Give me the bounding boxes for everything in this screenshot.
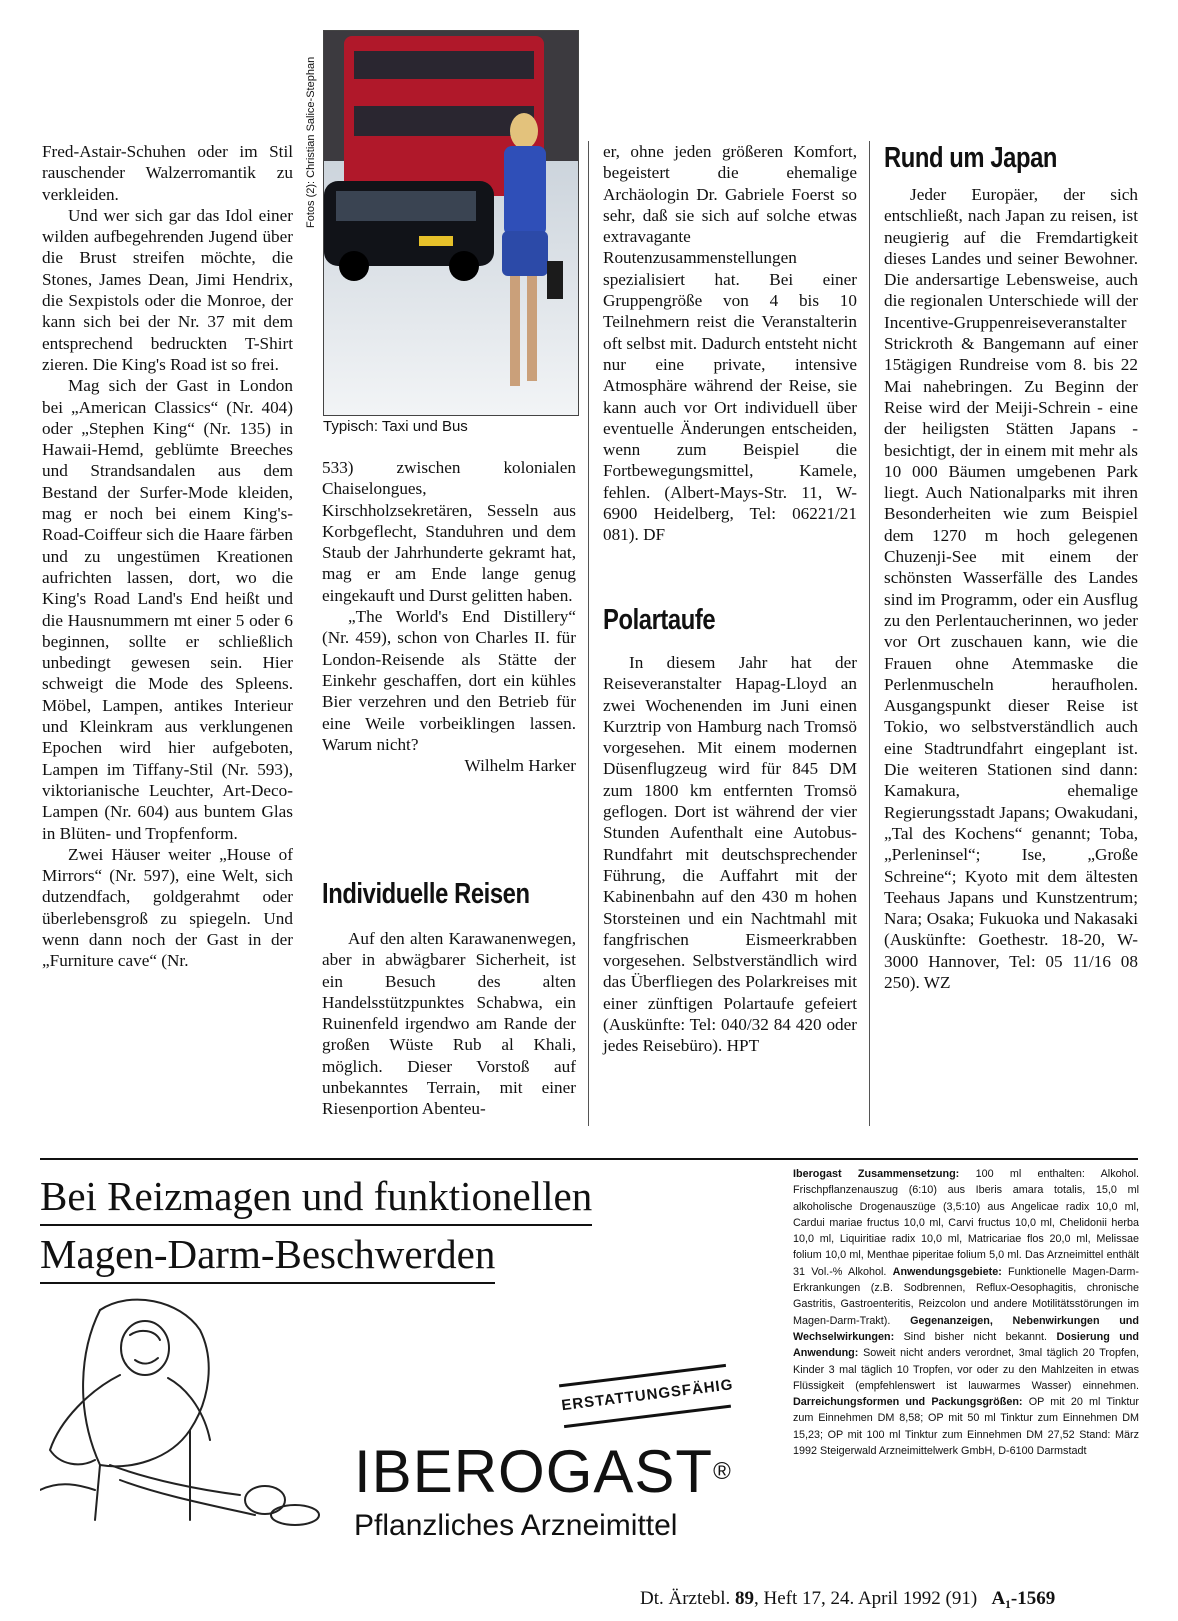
info-text: Funktionelle Magen-Darm-Erkrankungen (z.B. Sodbrennen, Reflux-Oesophagitis, chronische Gastritis, Gastroenteritis, Reizcolon und andere Motilitätsstörungen im Magen-Darm-Trakt). <box>793 1265 1140 1327</box>
manufacturer: Steigerwald Arzneimittelwerk GmbH, D-6100 Darmstadt <box>820 1445 1087 1458</box>
journal-volume: 89 <box>734 1588 754 1609</box>
paragraph: 533) zwischen kolonialen Chaiselongues, Kirschholzsekretären, Sesseln aus Korbgeflecht, Standuhren und dem Staub der Jahrhunderte gekramt hat, mag er am Ende lange genug eingekauft und Durst gelitten haben. <box>322 458 576 605</box>
paragraph: Zwei Häuser weiter „House of Mirrors“ (Nr. 597), eine Welt, sich dutzendfach, goldgerahmt oder überlebensgroß zu spiegeln. Und wenn dann noch der Gast in der „Furniture cave“ (Nr. <box>42 844 293 971</box>
column-4 <box>884 184 1138 993</box>
paragraph: Und wer sich gar das Idol einer wilden aufbegehrenden Jugend über die Brust streifen möchte, die Stones, James Dean, Jimi Hendrix, die Sexpistols oder die Monroe, der kann sich bei der Nr. 37 mit dem entsprechend bedruckten T-Shirt zieren. Die King's Road ist so frei. <box>42 205 293 374</box>
info-label: Dosierung und Anwendung: <box>793 1330 1140 1360</box>
ad-headline-1: Bei Reizmagen und funktionellen <box>40 1168 592 1226</box>
info-label: Zusammensetzung: <box>857 1168 960 1180</box>
ad-separator <box>40 1158 1138 1160</box>
heading-polartaufe: Polartaufe <box>603 604 716 636</box>
column-3 <box>603 141 857 546</box>
photo-credit: Fotos (2): Christian Salice-Stephan <box>305 56 317 228</box>
info-text: Sind bisher nicht bekannt. <box>903 1330 1048 1343</box>
paragraph: In diesem Jahr hat der Reiseveranstalter Hapag-Lloyd an zwei Wochenenden im Juni einen Kurztrip von Hamburg nach Tromsö vorgesehen. Mit einem modernen Düsenflugzeug wird für 845 DM zum 1800 km entfernten Tromsö geflogen. Dort ist während der vier Stunden Aufenthalt eine Autobus-Rundfahrt mit deutschsprechender Führung, die Auffahrt mit der Kabinenbahn auf den 430 m hohen Storsteinen und ein Nachtmahl mit fangfrischen Eismeerkrabben vorgesehen. Selbstverständlich wird das Überfliegen des Polarkreises mit einer zünftigen Polartaufe gefeiert (Auskünfte: Tel: 040/32 84 420 oder jedes Reisebüro). HPT <box>603 653 857 1056</box>
author-signature: Wilhelm Harker <box>464 756 576 776</box>
column-3-section <box>603 652 857 1057</box>
registered-mark: ® <box>713 1458 732 1485</box>
info-text: OP mit 20 ml Tinktur zum Einnehmen DM 8,58; OP mit 50 ml Tinktur zum Einnehmen DM 15,23; OP mit 100 ml Tinktur zum Einnehmen DM 27,52 Stand: März 1992 <box>793 1396 1139 1458</box>
heading-rund-um-japan: Rund um Japan <box>884 142 1058 174</box>
info-label: Gegenanzeigen, Nebenwirkungen und Wechselwirkungen: <box>793 1314 1139 1343</box>
journal-name: Dt. Ärztebl. <box>640 1588 731 1609</box>
resting-man-illustration <box>40 1290 330 1530</box>
paragraph: Fred-Astair-Schuhen oder im Stil rauschender Walzerromantik zu verkleiden. <box>42 142 293 204</box>
reimbursable-stamp: ERSTATTUNGSFÄHIG <box>559 1364 731 1428</box>
page-footer <box>640 1588 1055 1610</box>
page-number: A₁-1569 <box>991 1588 1056 1609</box>
photo-caption: Typisch: Taxi und Bus <box>323 418 468 435</box>
ad-headline-2: Magen-Darm-Beschwerden <box>40 1226 495 1284</box>
info-label: Anwendungsgebiete: <box>892 1265 1002 1278</box>
info-text: Soweit nicht anders verordnet, 3mal täglich 20 Tropfen, Kinder 3 mal täglich 10 Tropfen, vor oder zu den Mahlzeiten in etwas Flüssigkeit (empfehlenswert ist lauwarmes Wasser) einnehmen. <box>793 1347 1140 1392</box>
taxi-bus-photo <box>323 30 579 416</box>
info-text: 100 ml enthalten: Alkohol. Frischpflanzenauszug (6:10) aus Iberis amara totalis, 15,0 ml alkoholische Drogenauszüge (3,5:10) aus Angelicae radix 10,0 ml, Cardui mariae fructus 10,0 ml, Carvi fructus 10,0 ml, Chelidonii herba 10,0 ml, Liquiritiae radix 10,0 ml, Matricariae flos 20,0 ml, Melissae folium 10,0 ml, Menthae piperitae folium 5,0 ml. Das Arzneimittel enthält 31 Vol.-% Alkohol. <box>793 1168 1140 1278</box>
paragraph: „The World's End Distillery“ (Nr. 459), schon von Charles II. für London-Reisende als Stätte der Einkehr geschaffen, dort ein kühles Bier verzehren und den Betrieb für eine Weile vorbeiklingen lassen. Warum nicht? <box>322 607 576 754</box>
info-brand: Iberogast <box>793 1168 842 1180</box>
column-divider <box>869 141 870 1126</box>
paragraph: Mag sich der Gast in London bei „American Classics“ (Nr. 404) oder „Stephen King“ (Nr. 135) in Hawaii-Hemd, geblümte Breeches und Strandsandalen aus dem Bestand der Surfer-Mode kleiden, mag er noch bei einem King's-Road-Coiffeur sich die Haare färben und zu ungestümen Kreationen aufrichten lassen, dort, wo die King's Road Land's End heißt und die Hausnummern mt einer 5 oder 6 beginnen, sollte er schließlich unbedingt gewesen sein. Hier schweigt die Mode des Spleens. Möbel, Lampen, antikes Interieur und Kleinkram aus verklungenen Epochen wird hier aufgeboten, Lampen im Tiffany-Stil (Nr. 593), viktorianische Leuchter, Art-Deco-Lampen (Nr. 604) aus buntem Glas in Blüten- und Tropfenform. <box>42 376 293 843</box>
column-2-section <box>322 928 576 1120</box>
paragraph: Jeder Europäer, der sich entschließt, nach Japan zu reisen, ist neugierig auf die Fremdartigkeit dieses Landes und seiner Bewohner. Die andersartige Lebensweise, auch die regionalen Unterschiede will der Incentive-Gruppenreiseveranstalter Strickroth & Bangemann auf einer 15tägigen Rundreise vom 8. bis 22 Mai nahebringen. Zu Beginn der Reise wird der Meiji-Schrein - eine der heiligsten Stätten Japans - besichtigt, der in einem mit mehr als 10 000 Bäumen umgebenen Park liegt. Auch Nationalparks mit ihren Besonderheiten wie zum Beispiel dem 1270 m hoch gelegenen Chuzenji-See mit einem der schönsten Wasserfälle des Landes sind im Programm, oder ein Ausflug zu den Perlentaucherinnen, wo jeder vor Ort zuschauen kann, wie die Frauen ohne Atemmaske die Perlenmuscheln heraufholen. Ausgangspunkt dieser Reise ist Tokio, wo selbstverständlich auch eine Stadtrundfahrt eingeplant ist. Die weiteren Stationen sind dann: Kamakura, ehemalige Regierungsstadt Japans; Owakudani, „Tal des Kochens“ genannt; Toba, „Perleninsel“; Ise, „Große Schreine“; Kyoto mit dem ältesten Teehaus Japans und Kunstzentrum; Nara; Osaka; Fukuoka und Nakasaki (Auskünfte: Goethestr. 18-20, W-3000 Hannover, Tel: 05 11/16 08 250). WZ <box>884 185 1138 992</box>
heading-individuelle-reisen: Individuelle Reisen <box>322 878 530 910</box>
column-1 <box>42 141 293 972</box>
paragraph: Auf den alten Karawanenwegen, aber in abwägbarer Sicherheit, ist ein Besuch des alten Handelsstützpunktes Schabwa, ein Ruinenfeld irgendwo am Rande der großen Wüste Rub al Khali, möglich. Dieser Vorstoß auf unbekanntes Terrain, mit einer Riesenportion Abenteu- <box>322 929 576 1119</box>
issue-info: , Heft 17, 24. April 1992 (91) <box>753 1588 978 1609</box>
column-2 <box>322 457 576 776</box>
paragraph: er, ohne jeden größeren Komfort, begeistert die ehemalige Archäologin Dr. Gabriele Foerst so sehr, daß sie sich auf solche etwas extravagante Routenzusammenstellungen spezialisiert hat. Bei einer Gruppengröße von 4 bis 10 Teilnehmern reist die Veranstalterin oft selbst mit. Dadurch entsteht nicht nur eine private, intensive Atmosphäre während der Reise, sie kann auch vor Ort individuell über eventuelle Änderungen entscheiden, wenn zum Beispiel die Fortbewegungsmittel, Kamele, fehlen. (Albert-Mays-Str. 11, W-6900 Heidelberg, Tel: 06221/21 081). DF <box>603 142 857 545</box>
brand-logo <box>354 1440 732 1504</box>
brand-name: IBEROGAST <box>354 1438 714 1505</box>
column-divider <box>588 141 589 1126</box>
brand-subtitle: Pflanzliches Arzneimittel <box>354 1509 678 1542</box>
info-label: Darreichungsformen und Packungsgrößen: <box>793 1396 1023 1409</box>
product-info <box>793 1166 1139 1459</box>
